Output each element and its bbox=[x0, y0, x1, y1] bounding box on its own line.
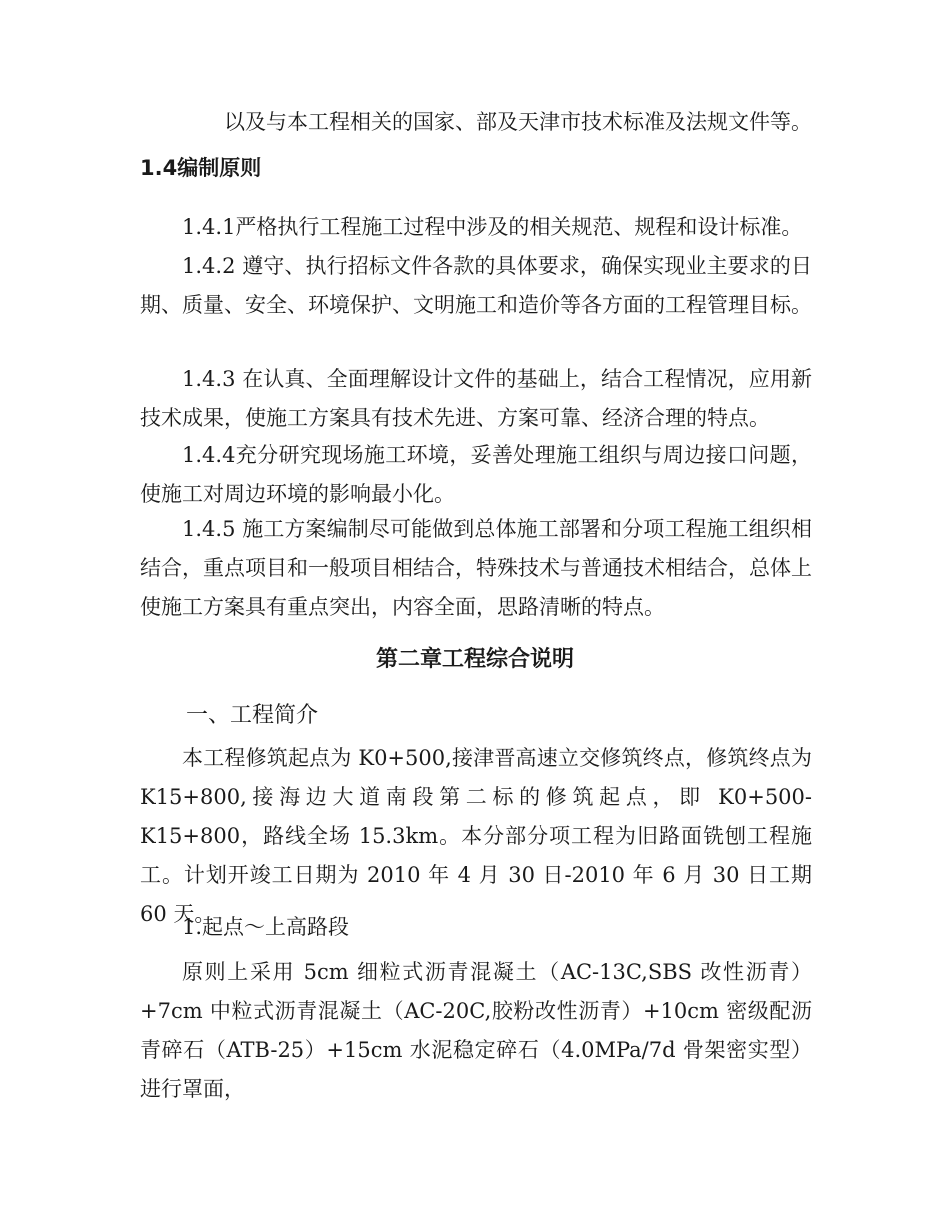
chapter-title: 第二章工程综合说明 bbox=[375, 647, 574, 672]
principle-1-4-3: 1.4.3 在认真、全面理解设计文件的基础上，结合工程情况，应用新技术成果，使施工方案具有技术先进、方案可靠、经济合理的特点。 bbox=[140, 367, 812, 430]
section-title-overview: 一、工程简介 bbox=[186, 703, 319, 728]
principle-1-4-1: 1.4.1严格执行工程施工过程中涉及的相关规范、规程和设计标准。 bbox=[182, 215, 803, 239]
subsection-title-1: 1.起点～上高路段 bbox=[182, 915, 350, 939]
subsection-1-body: 原则上采用 5cm 细粒式沥青混凝土（AC-13C,SBS 改性沥青）+7cm 中粒式沥青混凝土（AC-20C,胶粉改性沥青）+10cm 密级配沥青碎石（ATB-25）+15cm 水泥稳定碎石（4.0MPa/7d 骨架密实型）进行罩面， bbox=[140, 960, 812, 1101]
principle-1-4-4: 1.4.4充分研究现场施工环境，妥善处理施工组织与周边接口问题，使施工对周边环境的影响最小化。 bbox=[140, 443, 812, 506]
overview-paragraph: 本工程修筑起点为 K0+500,接津晋高速立交修筑终点，修筑终点为K15+800,接海边大道南段第二标的修筑起点，即 K0+500-K15+800，路线全场 15.3km。本分部分项工程为旧路面铣刨工程施工。计划开竣工日期为 2010 年 4 月 30 日-2010 年 6 月 30 日工期 60 天。 bbox=[140, 746, 812, 926]
principle-1-4-5: 1.4.5 施工方案编制尽可能做到总体施工部署和分项工程施工组织相结合，重点项目和一般项目相结合，特殊技术与普通技术相结合，总体上使施工方案具有重点突出，内容全面，思路清晰的特点。 bbox=[140, 517, 812, 619]
section-heading-1-4: 1.4编制原则 bbox=[140, 156, 262, 180]
continuation-line: 以及与本工程相关的国家、部及天津市技术标准及法规文件等。 bbox=[224, 110, 812, 134]
principle-1-4-2: 1.4.2 遵守、执行招标文件各款的具体要求，确保实现业主要求的日期、质量、安全、环境保护、文明施工和造价等各方面的工程管理目标。 bbox=[140, 254, 812, 317]
